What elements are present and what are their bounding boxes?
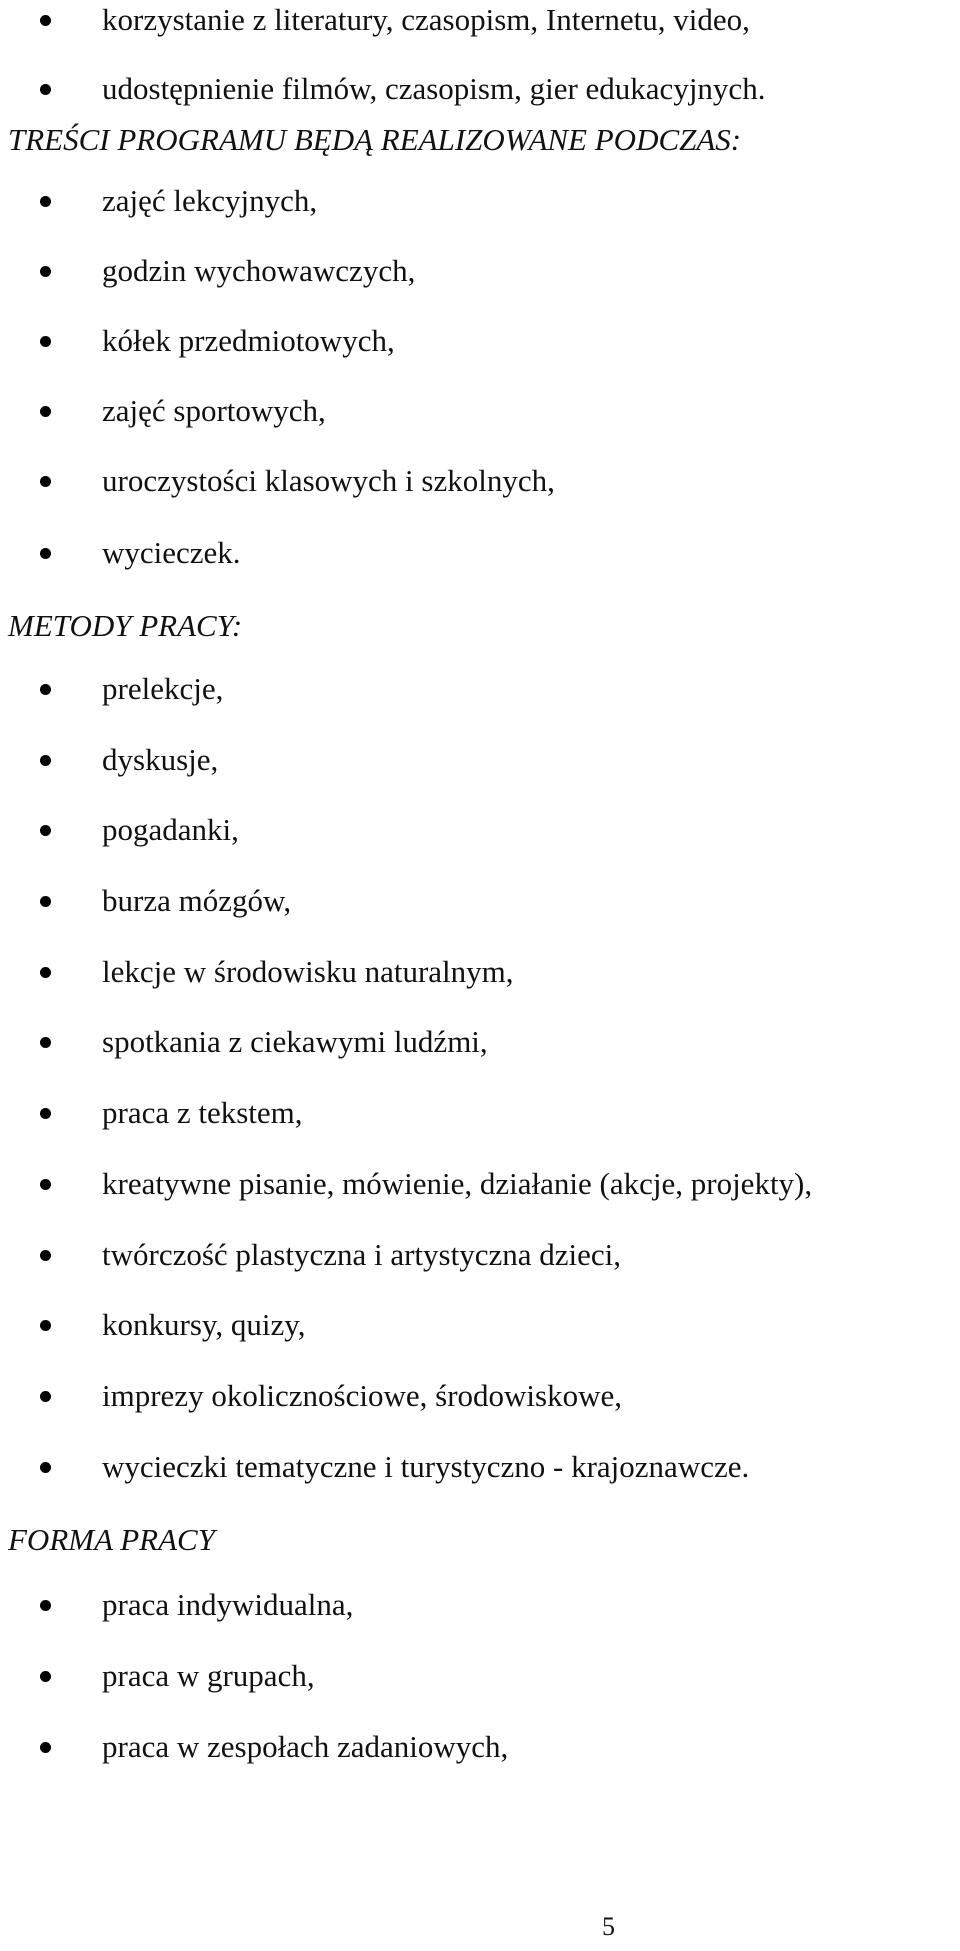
list-item-text: konkursy, quizy, — [102, 1307, 306, 1342]
bullet-icon — [40, 1462, 51, 1473]
list-item-text: kółek przedmiotowych, — [102, 323, 395, 358]
list-item-text: wycieczek. — [102, 535, 241, 570]
bullet-icon — [40, 15, 51, 26]
list-item-text: kreatywne pisanie, mówienie, działanie (akcje, projekty), — [102, 1166, 813, 1201]
bullet-icon — [40, 755, 51, 766]
bullet-icon — [40, 1671, 51, 1682]
list-item-text: twórczość plastyczna i artystyczna dzieci, — [102, 1237, 622, 1272]
list-item-text: praca w zespołach zadaniowych, — [102, 1729, 509, 1764]
list-item-text: zajęć sportowych, — [102, 393, 326, 428]
list-item-text: praca w grupach, — [102, 1658, 315, 1693]
list-item-text: imprezy okolicznościowe, środowiskowe, — [102, 1378, 622, 1413]
section-heading-work-form: FORMA PRACY — [8, 1522, 215, 1557]
list-item-text: lekcje w środowisku naturalnym, — [102, 954, 514, 989]
bullet-icon — [40, 336, 51, 347]
bullet-icon — [40, 1742, 51, 1753]
list-item-text: burza mózgów, — [102, 883, 292, 918]
bullet-icon — [40, 896, 51, 907]
bullet-icon — [40, 1250, 51, 1261]
bullet-icon — [40, 406, 51, 417]
bullet-icon — [40, 1037, 51, 1048]
section-heading-program-content: TREŚCI PROGRAMU BĘDĄ REALIZOWANE PODCZAS: — [8, 122, 742, 157]
bullet-icon — [40, 1179, 51, 1190]
bullet-icon — [40, 967, 51, 978]
bullet-icon — [40, 84, 51, 95]
list-item-text: uroczystości klasowych i szkolnych, — [102, 463, 555, 498]
list-item-text: udostępnienie filmów, czasopism, gier edukacyjnych. — [102, 71, 766, 106]
bullet-icon — [40, 1108, 51, 1119]
list-item-text: wycieczki tematyczne i turystyczno - krajoznawcze. — [102, 1449, 750, 1484]
list-item-text: korzystanie z literatury, czasopism, Internetu, video, — [102, 2, 750, 37]
list-item-text: praca indywidualna, — [102, 1587, 354, 1622]
bullet-icon — [40, 548, 51, 559]
list-item-text: zajęć lekcyjnych, — [102, 183, 318, 218]
list-item-text: pogadanki, — [102, 812, 239, 847]
list-item-text: prelekcje, — [102, 671, 224, 706]
bullet-icon — [40, 684, 51, 695]
list-item-text: dyskusje, — [102, 742, 219, 777]
bullet-icon — [40, 1320, 51, 1331]
bullet-icon — [40, 196, 51, 207]
bullet-icon — [40, 1600, 51, 1611]
list-item-text: spotkania z ciekawymi ludźmi, — [102, 1024, 488, 1059]
bullet-icon — [40, 476, 51, 487]
page-number: 5 — [602, 1912, 615, 1941]
bullet-icon — [40, 266, 51, 277]
list-item-text: praca z tekstem, — [102, 1095, 303, 1130]
bullet-icon — [40, 1391, 51, 1402]
list-item-text: godzin wychowawczych, — [102, 253, 416, 288]
bullet-icon — [40, 825, 51, 836]
section-heading-methods: METODY PRACY: — [8, 608, 243, 643]
